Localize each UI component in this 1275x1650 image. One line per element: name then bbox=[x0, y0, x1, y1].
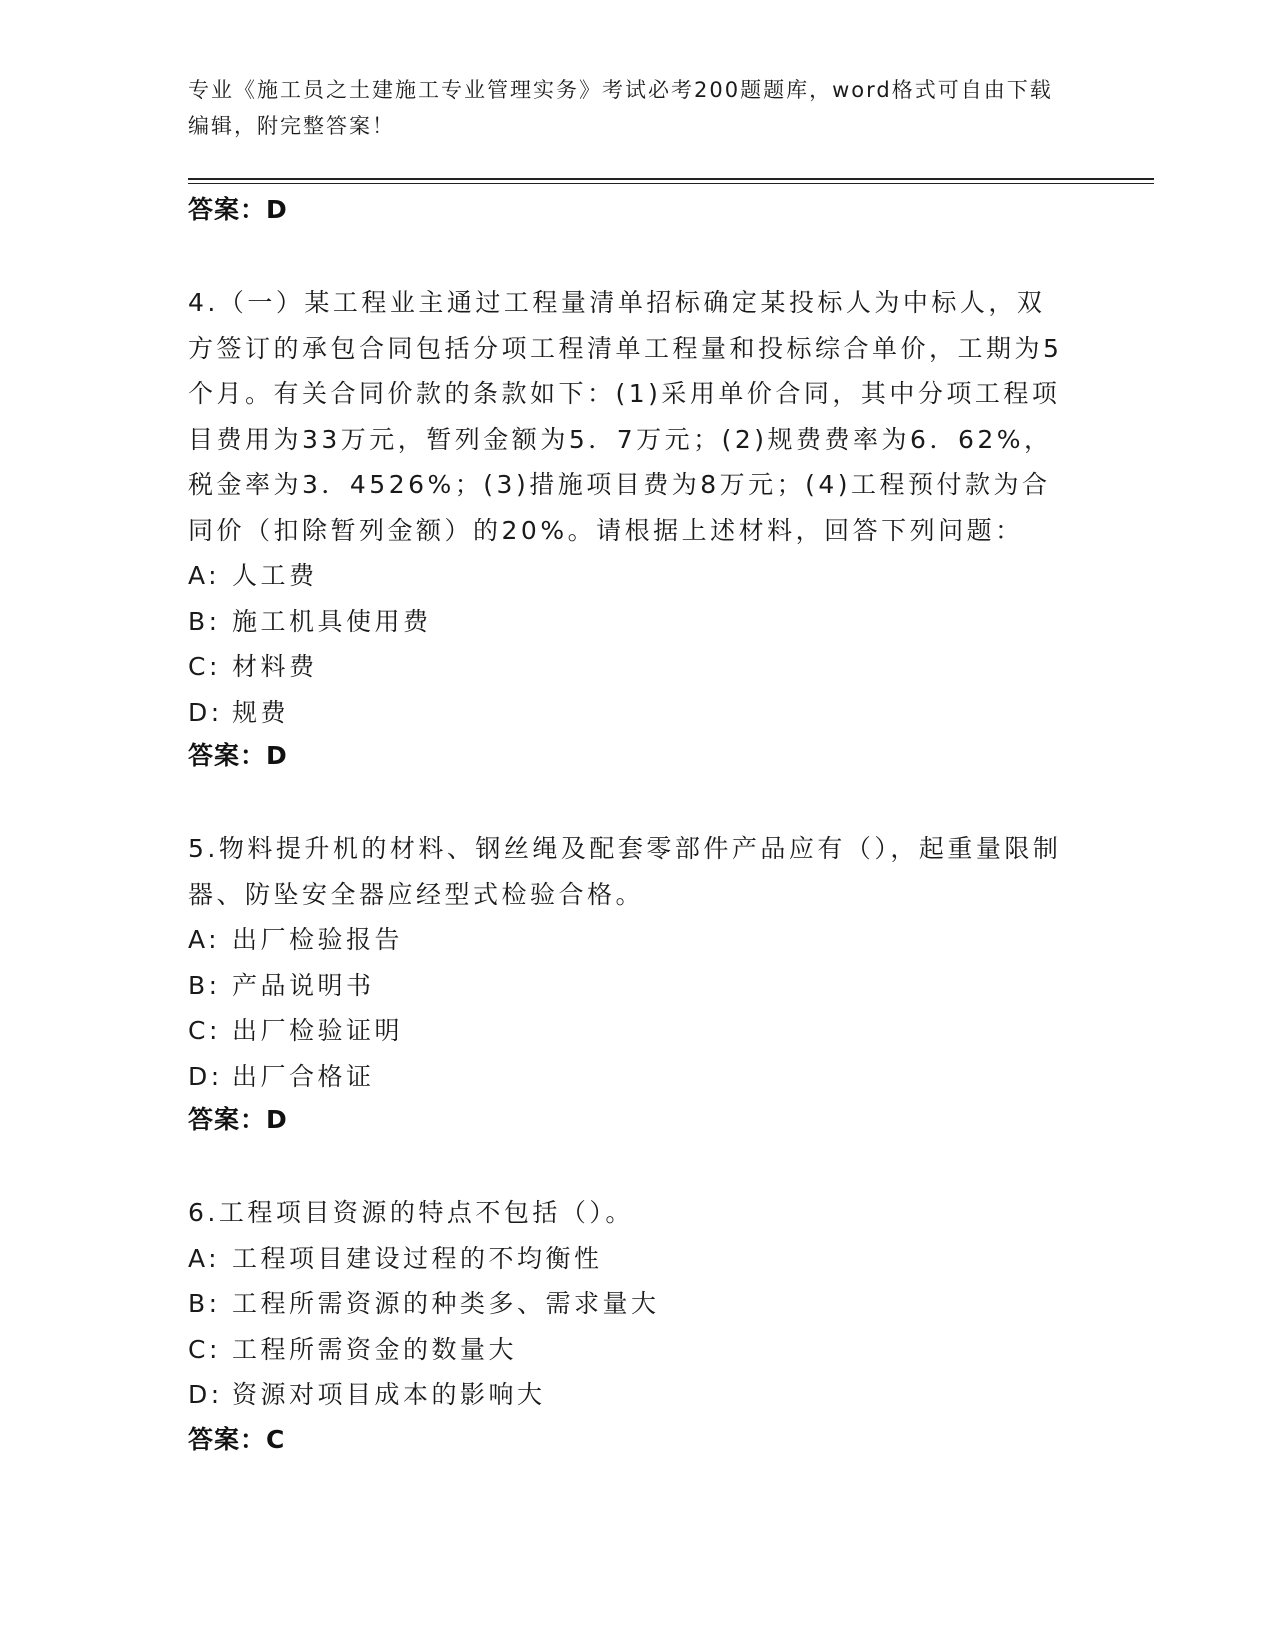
answer-label: 答案： bbox=[188, 1425, 267, 1454]
option-b bbox=[188, 1281, 1068, 1327]
option-letter: D: bbox=[188, 1380, 223, 1409]
option-letter: B: bbox=[188, 970, 221, 1000]
option-letter: D: bbox=[188, 697, 223, 727]
option-text: 产品说明书 bbox=[232, 970, 375, 1000]
question-4-answer bbox=[188, 736, 288, 772]
answer-value: C bbox=[266, 1425, 286, 1454]
answer-label: 答案： bbox=[188, 741, 267, 770]
header-rule-thick bbox=[188, 178, 1154, 180]
option-text: 人工费 bbox=[232, 561, 318, 590]
option-text: 规费 bbox=[232, 697, 290, 727]
option-c bbox=[188, 1008, 1068, 1054]
option-c bbox=[188, 644, 1068, 690]
option-letter: C: bbox=[188, 1334, 221, 1364]
option-b bbox=[188, 963, 1068, 1009]
option-letter: B: bbox=[188, 1289, 221, 1318]
answer-value: D bbox=[266, 195, 288, 224]
option-text: 工程所需资源的种类多、需求量大 bbox=[232, 1289, 660, 1318]
question-6 bbox=[188, 1190, 1068, 1418]
option-text: 资源对项目成本的影响大 bbox=[232, 1380, 546, 1409]
answer-label: 答案： bbox=[188, 195, 267, 224]
option-d bbox=[188, 1054, 1068, 1100]
option-letter: D: bbox=[188, 1061, 223, 1091]
option-text: 出厂检验证明 bbox=[232, 1016, 404, 1045]
document-header: 专业《施工员之土建施工专业管理实务》考试必考200题题库，word格式可自由下载编辑，附完整答案！ bbox=[188, 78, 1053, 138]
option-text: 材料费 bbox=[232, 652, 318, 681]
previous-answer bbox=[188, 190, 288, 226]
question-text: 6.工程项目资源的特点不包括（）。 bbox=[188, 1198, 634, 1227]
answer-label: 答案： bbox=[188, 1105, 267, 1134]
option-letter: A: bbox=[188, 561, 221, 590]
answer-value: D bbox=[266, 741, 288, 770]
option-letter: A: bbox=[188, 1243, 221, 1273]
question-5-answer bbox=[188, 1100, 288, 1136]
question-text: 4.（一）某工程业主通过工程量清单招标确定某投标人为中标人，双方签订的承包合同包括分项工程清单工程量和投标综合单价，工期为5个月。有关合同价款的条款如下：(1)采用单价合同，其中分项工程项目费用为33万元，暂列金额为5．7万元；(2)规费费率为6．62%，税金率为3．4526%；(3)措施项目费为8万元；(4)工程预付款为合同价（扣除暂列金额）的20%。请根据上述材料，回答下列问题： bbox=[188, 288, 1063, 545]
option-c bbox=[188, 1327, 1068, 1373]
question-text: 5.物料提升机的材料、钢丝绳及配套零部件产品应有（），起重量限制器、防坠安全器应经型式检验合格。 bbox=[188, 834, 1062, 909]
option-text: 出厂合格证 bbox=[232, 1061, 375, 1091]
option-text: 工程项目建设过程的不均衡性 bbox=[232, 1243, 603, 1273]
option-d bbox=[188, 690, 1068, 736]
option-a bbox=[188, 553, 1068, 599]
option-letter: A: bbox=[188, 925, 221, 954]
option-d bbox=[188, 1372, 1068, 1418]
header-rule-thin bbox=[188, 183, 1154, 184]
option-letter: C: bbox=[188, 652, 221, 681]
option-text: 施工机具使用费 bbox=[232, 606, 432, 636]
question-6-answer bbox=[188, 1420, 285, 1456]
option-text: 出厂检验报告 bbox=[232, 925, 404, 954]
option-letter: C: bbox=[188, 1016, 221, 1045]
question-4 bbox=[188, 280, 1068, 735]
option-a bbox=[188, 1236, 1068, 1282]
answer-value: D bbox=[266, 1105, 288, 1134]
option-text: 工程所需资金的数量大 bbox=[232, 1334, 518, 1364]
option-letter: B: bbox=[188, 606, 221, 636]
option-b bbox=[188, 599, 1068, 645]
question-5 bbox=[188, 826, 1068, 1099]
option-a bbox=[188, 917, 1068, 963]
